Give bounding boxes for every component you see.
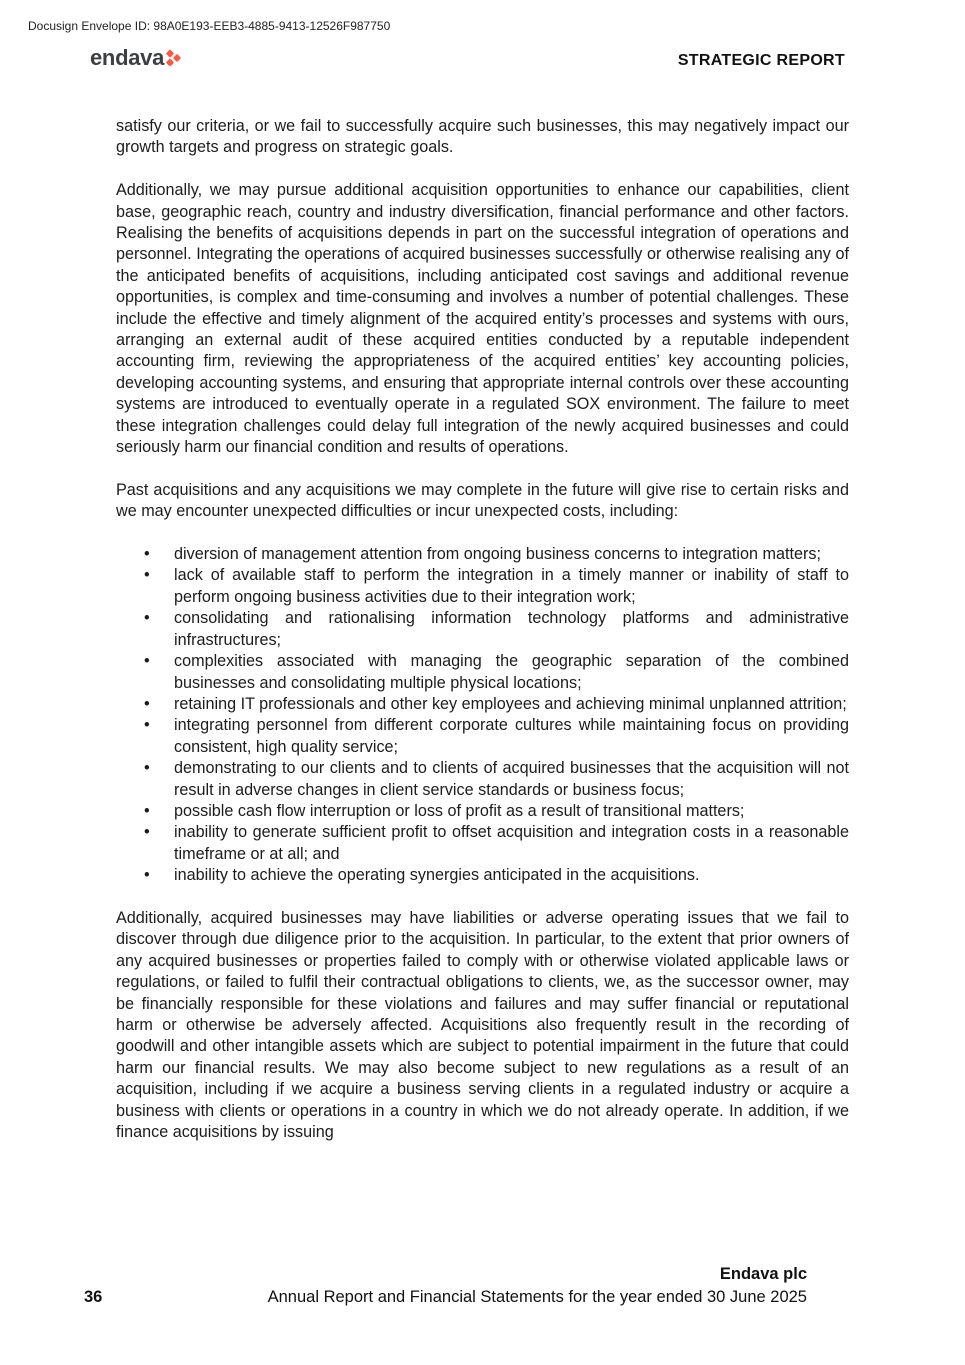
section-title: STRATEGIC REPORT — [677, 52, 845, 69]
list-item-text: inability to achieve the operating synergies anticipated in the acquisitions. — [174, 866, 700, 885]
list-item — [116, 801, 849, 822]
bullet-glyph: • — [144, 609, 150, 628]
list-item-text: demonstrating to our clients and to clients of acquired businesses that the acquisition will not result in adverse changes in client service standards or business focus; — [174, 759, 849, 799]
list-item-text: diversion of management attention from ongoing business concerns to integration matters; — [174, 545, 821, 564]
bullet-glyph: • — [144, 801, 150, 820]
bullet-glyph: • — [144, 716, 150, 735]
list-item-text: integrating personnel from different corporate cultures while maintaining focus on providing consistent, high quality service; — [174, 716, 849, 756]
logo-wordmark: endava — [90, 45, 165, 70]
list-item-text: complexities associated with managing the geographic separation of the combined businesses and consolidating multiple physical locations; — [174, 652, 849, 692]
footer-company: Endava plc — [719, 1265, 807, 1283]
list-item — [116, 822, 849, 865]
bullet-glyph: • — [144, 866, 150, 885]
paragraph: satisfy our criteria, or we fail to successfully acquire such businesses, this may negatively impact our growth targets and progress on strategic goals. — [116, 117, 849, 157]
list-item — [116, 565, 849, 608]
report-body — [116, 116, 849, 1165]
list-item — [116, 694, 849, 715]
bullet-glyph: • — [144, 545, 150, 564]
list-item — [116, 544, 849, 565]
endava-logo — [90, 45, 182, 71]
paragraph: Past acquisitions and any acquisitions we may complete in the future will give rise to certain risks and we may encounter unexpected difficulties or incur unexpected costs, including: — [116, 480, 849, 521]
page-number: 36 — [84, 1288, 103, 1306]
paragraph: Additionally, acquired businesses may have liabilities or adverse operating issues that we fail to discover through due diligence prior to the acquisition. In particular, to the extent that prior owners of any acquired businesses or properties failed to comply with or otherwise violated applicable laws or regulations, or failed to fulfil their contractual obligations to clients, we, as the successor owner, may be financially responsible for these violations and failures and may suffer financial or reputational harm or otherwise be adversely affected. Acquisitions also frequently result in the recording of goodwill and other intangible assets which are subject to potential impairment in the future that could harm our financial results. We may also become subject to new regulations as a result of an acquisition, including if we acquire a business serving clients in a regulated industry or acquire a business with clients or operations in a country in which we do not already operate. In addition, if we finance acquisitions by issuing — [116, 908, 849, 1142]
list-item-text: lack of available staff to perform the integration in a timely manner or inability of staff to perform ongoing business activities due to their integration work; — [174, 566, 849, 606]
list-item — [116, 715, 849, 758]
bullet-glyph: • — [144, 652, 150, 671]
bullet-glyph: • — [144, 566, 150, 585]
list-item — [116, 865, 849, 886]
bullet-glyph: • — [144, 759, 150, 778]
list-item-text: retaining IT professionals and other key employees and achieving minimal unplanned attrition; — [174, 694, 847, 713]
docusign-envelope-id: Docusign Envelope ID: 98A0E193-EEB3-4885-9413-12526F987750 — [28, 19, 391, 33]
list-item-text: consolidating and rationalising information technology platforms and administrative infrastructures; — [174, 609, 849, 649]
list-item — [116, 608, 849, 651]
bullet-glyph: • — [144, 694, 150, 713]
list-item — [116, 758, 849, 801]
risk-list — [116, 544, 849, 887]
endava-mark-icon — [166, 49, 182, 67]
bullet-glyph: • — [144, 823, 150, 842]
list-item-text: inability to generate sufficient profit to offset acquisition and integration costs in a reasonable timeframe or at all; and — [174, 823, 849, 863]
list-item — [116, 651, 849, 694]
paragraph: Additionally, we may pursue additional acquisition opportunities to enhance our capabilities, client base, geographic reach, country and industry diversification, financial performance and other factors. Realising the benefits of acquisitions depends in part on the successful integration of operations and personnel. Integrating the operations of acquired businesses successfully or otherwise realising any of the anticipated benefits of acquisitions, including anticipated cost savings and additional revenue opportunities, is complex and time-consuming and involves a number of potential challenges. These include the effective and timely alignment of the acquired entity’s processes and systems with ours, arranging an external audit of these acquired entities conducted by a reputable independent accounting firm, reviewing the appropriateness of the acquired entities’ key accounting policies, developing accounting systems, and ensuring that appropriate internal controls over these accounting systems are introduced to eventually operate in a regulated SOX environment. The failure to meet these integration challenges could delay full integration of the newly acquired businesses and could seriously harm our financial condition and results of operations. — [116, 181, 849, 457]
list-item-text: possible cash flow interruption or loss of profit as a result of transitional matters; — [174, 801, 745, 820]
footer-report-title: Annual Report and Financial Statements for the year ended 30 June 2025 — [267, 1288, 807, 1306]
